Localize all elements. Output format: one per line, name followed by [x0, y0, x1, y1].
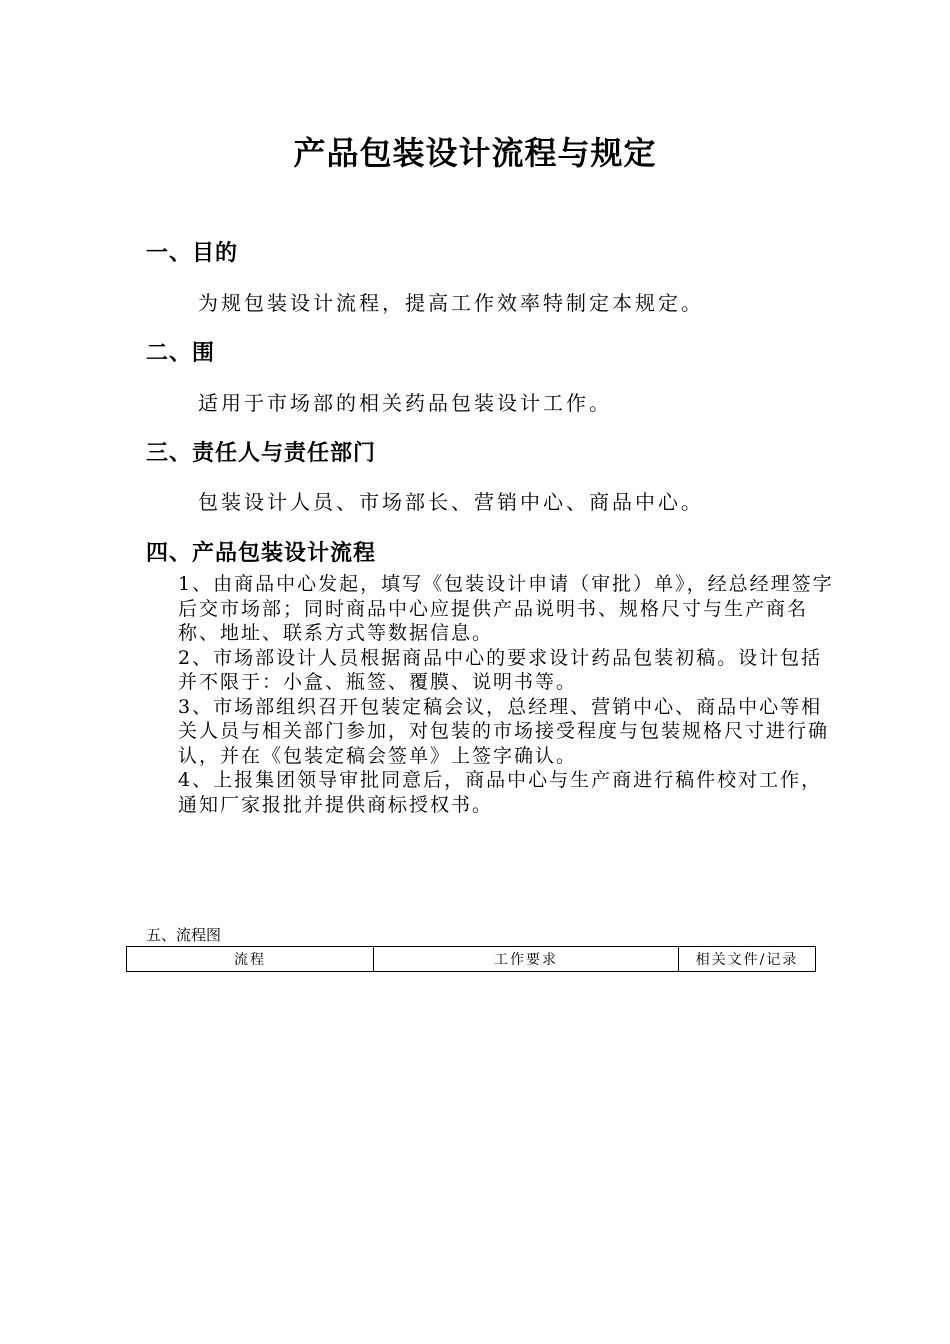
process-step-1: 1、由商品中心发起，填写《包装设计申请（审批）单》，经总经理签字后交市场部；同时商品中心应提供产品说明书、规格尺寸与生产商名称、地址、联系方式等数据信息。 [178, 573, 834, 644]
flowchart-column-process: 流程 [127, 947, 374, 972]
section-heading-process: 四、产品包装设计流程 [146, 541, 377, 566]
process-step-4: 4、上报集团领导审批同意后，商品中心与生产商进行稿件校对工作，通知厂家报批并提供商标授权书。 [178, 769, 823, 816]
process-steps [178, 572, 838, 817]
flowchart-table [126, 946, 816, 972]
section-heading-responsibility: 三、责任人与责任部门 [146, 441, 377, 466]
process-step-2: 2、市场部设计人员根据商品中心的要求设计药品包装初稿。设计包括并不限于：小盒、瓶签、覆膜、说明书等。 [178, 646, 823, 693]
section-heading-scope: 二、围 [146, 341, 216, 366]
section-text-scope: 适用于市场部的相关药品包装设计工作。 [198, 391, 612, 415]
process-step-3: 3、市场部组织召开包装定稿会议，总经理、营销中心、商品中心等相关人员与相关部门参加，对包装的市场接受程度与包装规格尺寸进行确认，并在《包装定稿会签单》上签字确认。 [178, 695, 830, 767]
section-text-purpose: 为规包装设计流程，提高工作效率特制定本规定。 [198, 291, 704, 315]
flowchart-label: 五、流程图 [146, 926, 222, 944]
flowchart-header-row [127, 947, 816, 972]
document-title: 产品包装设计流程与规定 [293, 134, 657, 172]
flowchart-column-requirements: 工作要求 [374, 947, 679, 972]
section-text-responsibility: 包装设计人员、市场部长、营销中心、商品中心。 [198, 490, 704, 514]
section-heading-purpose: 一、目的 [146, 241, 239, 266]
flowchart-column-documents: 相关文件/记录 [679, 947, 816, 972]
